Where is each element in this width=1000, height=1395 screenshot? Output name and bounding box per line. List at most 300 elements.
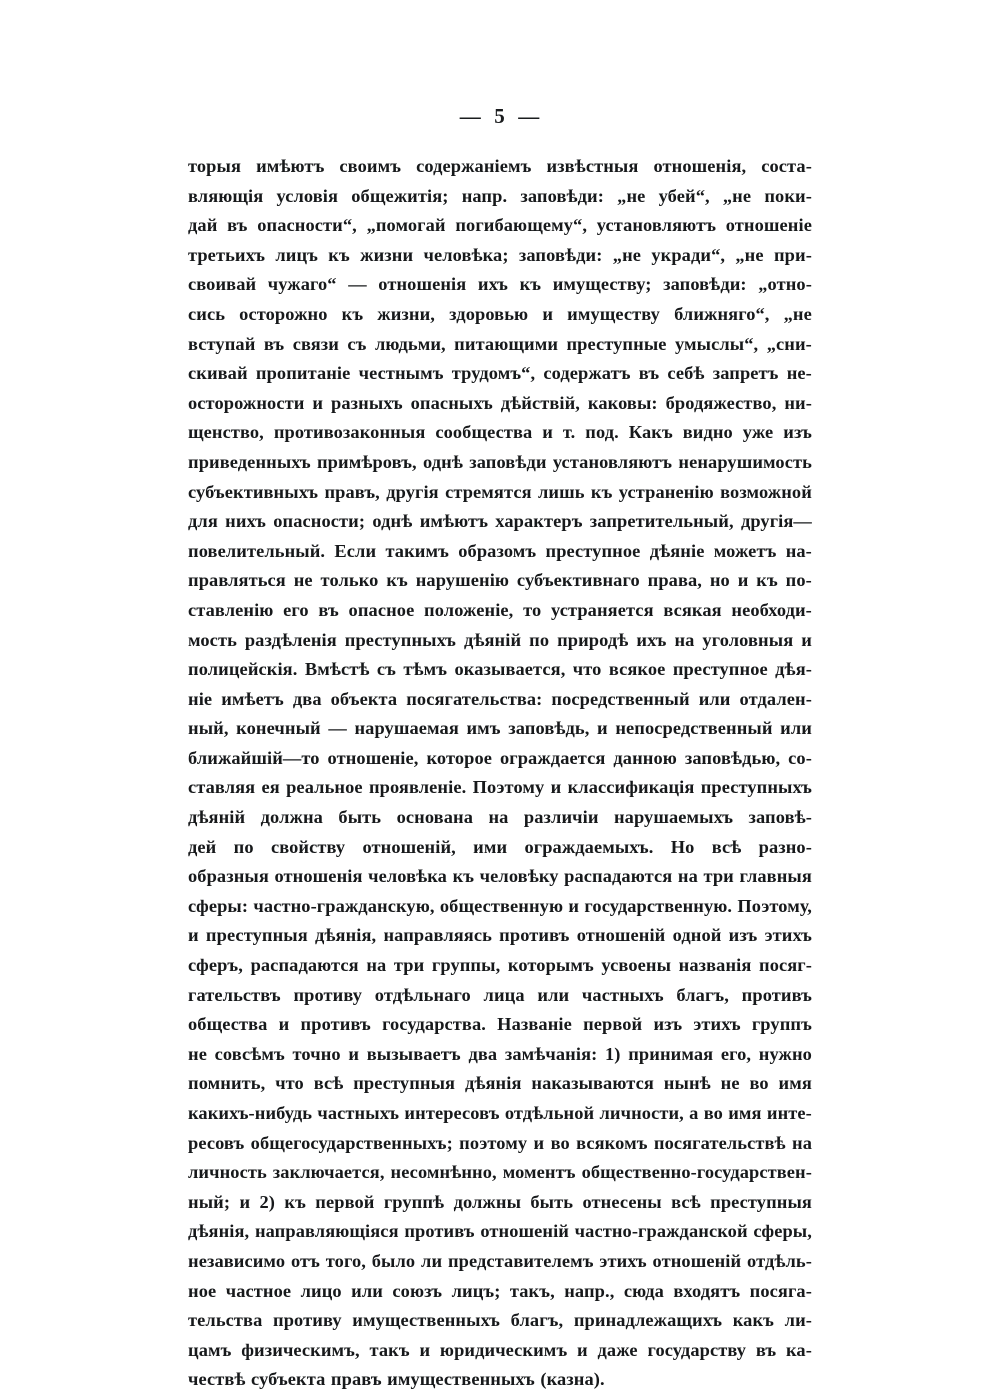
word: заповѣди: [663, 274, 747, 295]
text-line [188, 981, 812, 1011]
word: три [393, 955, 425, 976]
text-line [188, 330, 812, 360]
word: интересовъ [404, 1103, 500, 1123]
text-line-inner [188, 892, 812, 922]
word: чужаго“ [267, 274, 337, 295]
word: Вмѣстѣ [304, 659, 370, 680]
word: повелительный. [188, 540, 326, 561]
word: имя [728, 1103, 762, 1123]
word: нихъ [225, 511, 266, 532]
text-line [188, 1247, 812, 1277]
word: такимъ [385, 540, 449, 561]
word: вляющія [188, 185, 264, 206]
word: правъ, [324, 481, 380, 502]
word: отъ [290, 1250, 320, 1271]
text-line-inner [188, 566, 812, 596]
word: — [348, 274, 367, 295]
word: и [542, 303, 554, 324]
word: имѣетъ [221, 688, 284, 709]
word: общегосударственныхъ; [250, 1132, 453, 1153]
word: совсѣмъ [214, 1043, 285, 1064]
word: направляющіяся [254, 1221, 399, 1242]
word: ненарушимость [678, 451, 812, 472]
word: честнымъ [358, 363, 444, 384]
text-line-inner [188, 1069, 812, 1099]
word: трудомъ“, [451, 363, 536, 384]
word: раздѣленія [244, 629, 337, 650]
word: устраненію [618, 481, 714, 502]
text-line [188, 270, 812, 300]
word: одной [672, 925, 722, 946]
word: представителемъ [447, 1250, 594, 1271]
word: по- [785, 570, 812, 591]
word: (казна). [540, 1369, 605, 1390]
word: нынѣ [663, 1073, 711, 1094]
text-line-inner [188, 596, 812, 626]
word: можетъ [713, 540, 777, 561]
word: отдѣль- [747, 1250, 812, 1271]
text-line-inner [188, 921, 812, 951]
word: дѣяній [188, 807, 246, 828]
text-line-inner [188, 300, 812, 330]
text-line-inner [188, 833, 812, 863]
text-line-inner [188, 744, 812, 774]
word: имуществу [567, 303, 660, 324]
word: его, [720, 1043, 752, 1064]
word: людьми, [374, 333, 446, 354]
word: къ [756, 570, 778, 591]
word: нарушаемыхъ [613, 807, 734, 828]
word: преступныхъ [344, 629, 457, 650]
word: питающими [454, 333, 559, 354]
word: условія [276, 185, 339, 206]
text-line [188, 833, 812, 863]
word: противъ [404, 1221, 475, 1242]
word: опасности; [273, 511, 366, 532]
text-line [188, 1188, 812, 1218]
word: общества [188, 1014, 268, 1035]
word: содержаніемъ [416, 156, 532, 176]
text-line-inner [188, 1129, 812, 1159]
word: принимая [628, 1043, 714, 1064]
word: на [366, 955, 387, 976]
word: которымъ [507, 955, 594, 976]
word: 1) [605, 1043, 621, 1064]
word: цамъ [188, 1339, 232, 1360]
word: къ [284, 1191, 306, 1212]
word: видно [682, 422, 733, 443]
word: полицейскія. [188, 659, 298, 680]
text-line [188, 1129, 812, 1159]
word: — [328, 718, 347, 739]
word: установляютъ [552, 451, 673, 472]
word: такъ [369, 1339, 410, 1360]
word: первой [315, 1191, 375, 1212]
word: всякое [608, 659, 666, 680]
word: бродяжество, [665, 392, 777, 413]
text-line [188, 596, 812, 626]
word: заповѣдью, [684, 747, 781, 768]
word: и [542, 422, 553, 443]
word: быть [338, 807, 382, 828]
word: субъективнаго [516, 570, 640, 591]
word: моментъ [502, 1162, 576, 1183]
word: укради“, [651, 244, 726, 265]
word: его [283, 599, 309, 620]
word: не [720, 1073, 740, 1094]
page-folio-number: — 5 — [459, 104, 541, 128]
word: и [597, 718, 608, 739]
word: заповѣ- [748, 807, 812, 828]
word: только [320, 570, 379, 591]
word: но [709, 570, 730, 591]
word: и [188, 925, 199, 946]
word: Названіе [497, 1014, 572, 1035]
word: два [292, 688, 322, 709]
word: Если [334, 540, 377, 561]
word: сферы: [188, 895, 249, 916]
text-line-inner [188, 1336, 812, 1366]
word: заключается, [272, 1162, 385, 1183]
word: проявленіе. [368, 777, 467, 798]
word: этихъ [764, 925, 812, 946]
text-line-inner [188, 537, 812, 567]
text-line-inner [188, 211, 812, 241]
word: или [780, 718, 812, 739]
word: всѣ [711, 836, 742, 857]
word: уже [742, 422, 774, 443]
text-line [188, 1336, 812, 1366]
text-line-inner [188, 448, 812, 478]
word: правъ [330, 1369, 382, 1390]
word: нарушаемая [354, 718, 459, 739]
text-line-inner [188, 655, 812, 685]
text-line [188, 359, 812, 389]
word: т. [562, 422, 576, 443]
text-line-inner [188, 418, 812, 448]
word: заповѣдь, [508, 718, 590, 739]
word: человѣка [368, 866, 447, 887]
word: положеніе, [424, 599, 514, 620]
word: независимо [188, 1250, 286, 1271]
word: во [550, 1132, 570, 1153]
text-line [188, 211, 812, 241]
word: или [351, 1280, 383, 1301]
word: преступныя [205, 925, 308, 946]
word: заповѣди [469, 451, 547, 472]
text-line [188, 803, 812, 833]
word: и [550, 777, 562, 798]
word: что [572, 659, 602, 680]
word: „отно- [758, 274, 812, 295]
word: направляясь [383, 925, 492, 946]
word: объекта [330, 688, 398, 709]
text-line-inner [188, 507, 812, 537]
word: частно-гражданской [574, 1221, 748, 1242]
word: „не [735, 244, 764, 265]
text-line-inner [188, 1040, 812, 1070]
text-line-inner [188, 1247, 812, 1277]
word: отнесены [582, 1191, 662, 1212]
word: приведенныхъ [188, 451, 311, 472]
word: мость [188, 629, 237, 650]
word: ближайшій—то [188, 747, 320, 768]
word: другія [386, 481, 439, 502]
word: заповѣди: [520, 185, 604, 206]
word: общественно-государствен- [581, 1162, 812, 1183]
word: здоровью [449, 303, 529, 324]
word: погибающему“, [455, 215, 588, 236]
word: преступныхъ [700, 777, 812, 798]
text-line [188, 152, 812, 182]
word: во [703, 1103, 723, 1123]
word: человѣка; [423, 244, 509, 265]
word: и [312, 392, 324, 413]
word: различіи [523, 807, 599, 828]
word: свойству [270, 836, 346, 857]
text-line [188, 478, 812, 508]
word: характеръ [495, 511, 583, 532]
word: устраняется [550, 599, 654, 620]
word: 2) [259, 1191, 276, 1212]
text-line-inner [188, 862, 812, 892]
word: щенство, [188, 422, 264, 443]
word: къ [386, 570, 408, 591]
word: несомнѣнно, [390, 1162, 497, 1183]
text-line [188, 862, 812, 892]
word: имъ [466, 718, 501, 739]
word: отдален- [739, 688, 812, 709]
text-line [188, 714, 812, 744]
word: частно-гражданскую, [253, 895, 435, 916]
text-line [188, 389, 812, 419]
word: личности, [599, 1103, 684, 1123]
word: не [188, 1043, 207, 1064]
word: торыя [188, 156, 242, 176]
word: даже [597, 1339, 638, 1360]
word: отношеній [652, 1250, 742, 1271]
text-line-inner [188, 1188, 812, 1218]
word: три [703, 866, 734, 887]
word: тельства [188, 1310, 263, 1331]
text-line [188, 1040, 812, 1070]
word: посягательствѣ [653, 1132, 786, 1153]
word: ный, [188, 718, 229, 739]
text-line [188, 685, 812, 715]
word: жизни, [377, 303, 436, 324]
text-line [188, 1277, 812, 1307]
word: ни- [784, 392, 812, 413]
word: природѣ [557, 629, 629, 650]
word: группѣ [383, 1191, 445, 1212]
word: противозаконныя [273, 422, 426, 443]
word: дѣянія, [315, 925, 377, 946]
word: посяг- [759, 955, 812, 976]
word: соста- [761, 156, 812, 176]
word: не [293, 570, 313, 591]
text-line-inner [188, 152, 812, 182]
word: однѣ [372, 511, 413, 532]
word: общежитія; [351, 185, 449, 206]
word: этихъ [599, 1250, 647, 1271]
word: содержатъ [543, 363, 631, 384]
word: преступныя [353, 1073, 456, 1094]
text-line-inner [188, 1010, 812, 1040]
text-line-inner [188, 714, 812, 744]
word: примѣровъ, [316, 451, 417, 472]
word: въ [263, 333, 285, 354]
word: запретъ [712, 363, 779, 384]
word: инте- [766, 1103, 812, 1123]
word: благъ, [510, 1310, 564, 1331]
word: уголовныя [702, 629, 794, 650]
word: чествѣ [188, 1369, 246, 1390]
word: названія [678, 955, 752, 976]
word: группъ [751, 1014, 812, 1035]
word: Поэтому, [737, 895, 812, 916]
text-line-inner [188, 182, 812, 212]
word: каковы: [587, 392, 658, 413]
word: преступныя [710, 1191, 812, 1212]
word: было [371, 1250, 416, 1271]
word: что [275, 1073, 304, 1094]
word: или [698, 688, 731, 709]
word: права, [647, 570, 702, 591]
text-line-inner [188, 478, 812, 508]
word: связи [292, 333, 339, 354]
word: реальное [286, 777, 363, 798]
word: въ [227, 215, 248, 236]
word: отдѣльнаго [374, 984, 471, 1005]
text-line-inner [188, 1365, 812, 1395]
word: государства. [382, 1014, 486, 1035]
text-line-inner [188, 1277, 812, 1307]
word: классификація [567, 777, 695, 798]
word: распадаются [564, 866, 673, 887]
word: распадаются [250, 955, 359, 976]
word: изъ [783, 422, 812, 443]
word: замѣчанія: [504, 1043, 598, 1064]
word: съ [376, 659, 396, 680]
word: преступное [545, 540, 641, 561]
text-line [188, 1099, 812, 1129]
word: ближняго“, [674, 303, 770, 324]
word: разныхъ [331, 392, 403, 413]
word: сферъ, [188, 955, 243, 976]
word: всякая [663, 599, 722, 620]
word: опасное [348, 599, 415, 620]
word: помнить, [188, 1073, 266, 1094]
word: такъ, [509, 1280, 555, 1301]
word: а [689, 1103, 699, 1123]
text-line-inner [188, 389, 812, 419]
text-line-inner [188, 1158, 812, 1188]
word: лишь [537, 481, 585, 502]
word: этихъ [693, 1014, 741, 1035]
word: ли [421, 1250, 443, 1271]
word: необходи- [731, 599, 812, 620]
word: имѣютъ [256, 156, 325, 176]
text-line [188, 1217, 812, 1247]
text-line-inner [188, 1306, 812, 1336]
body-text-block [188, 152, 812, 1395]
word: въ [318, 599, 339, 620]
word: поки- [764, 185, 812, 206]
word: опасныхъ [410, 392, 493, 413]
word: ресовъ [188, 1132, 245, 1153]
text-line [188, 773, 812, 803]
word: быть [530, 1191, 574, 1212]
word: жизни [360, 244, 414, 265]
text-line [188, 241, 812, 271]
word: личность [188, 1162, 267, 1183]
word: образныя [188, 866, 269, 887]
word: ли- [784, 1310, 812, 1331]
word: два [468, 1043, 498, 1064]
word: и [348, 1043, 360, 1064]
word: главныя [739, 866, 812, 887]
word: посягательства: [406, 688, 543, 709]
word: ка- [786, 1339, 812, 1360]
word: посяга- [749, 1280, 812, 1301]
word: отношенія [378, 274, 467, 295]
word: первой [583, 1014, 643, 1035]
word: умыслы“, [674, 333, 759, 354]
word: извѣстныя [546, 156, 639, 176]
word: и [577, 1339, 588, 1360]
text-line [188, 418, 812, 448]
text-line [188, 300, 812, 330]
word: скивай [188, 363, 248, 384]
word: своимъ [339, 156, 402, 176]
word: напр. [461, 185, 508, 206]
word: Какъ [628, 422, 673, 443]
word: стремятся [445, 481, 532, 502]
word: лицъ [275, 244, 318, 265]
word: то [523, 599, 542, 620]
text-line [188, 655, 812, 685]
word: юридическимъ [439, 1339, 568, 1360]
word: возможной [720, 481, 812, 502]
word: основана [396, 807, 474, 828]
word: дѣянія [464, 1073, 522, 1094]
word: отношенія [274, 866, 363, 887]
word: ное [188, 1280, 217, 1301]
word: къ [590, 481, 613, 502]
text-line [188, 1306, 812, 1336]
word: непосредственный [615, 718, 773, 739]
word: дей [188, 836, 217, 857]
word: имуществу; [552, 274, 652, 295]
text-line [188, 1069, 812, 1099]
word: должны [453, 1191, 522, 1212]
word: „сни- [766, 333, 812, 354]
word: ими [473, 836, 508, 857]
word: входятъ [673, 1280, 741, 1301]
text-line [188, 744, 812, 774]
word: или [537, 984, 570, 1005]
word: на [677, 866, 698, 887]
text-line-inner [188, 241, 812, 271]
word: разно- [758, 836, 812, 857]
text-line [188, 892, 812, 922]
word: всякомъ [576, 1132, 648, 1153]
word: и [568, 895, 580, 916]
text-line-inner [188, 773, 812, 803]
word: на- [785, 540, 812, 561]
word: принадлежащихъ [573, 1310, 723, 1331]
text-line [188, 448, 812, 478]
